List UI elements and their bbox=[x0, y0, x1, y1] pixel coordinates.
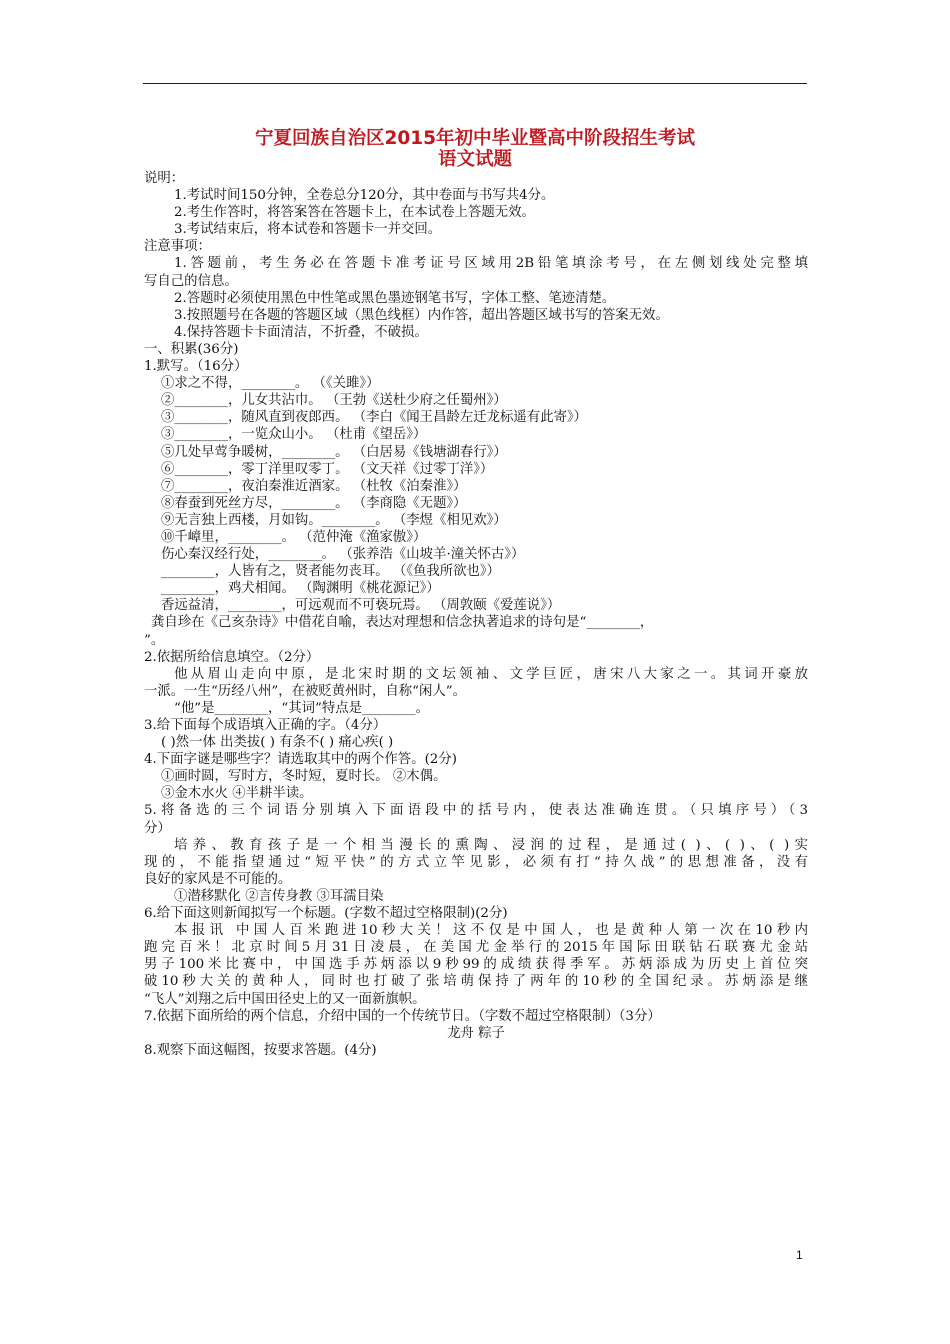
recitation-line: 龚自珍在《己亥杂诗》中借花自喻，表达对理想和信念执著追求的诗句是“________， bbox=[151, 615, 654, 631]
question-heading: 5.将备选的三个词语分别填入下面语段中的括号内，使表达准确连贯。（只填序号）（3 bbox=[144, 803, 808, 819]
passage-line: 现的，不能指望通过“短平快”的方式立竿见影，必须有打“持久战”的思想准备，没有 bbox=[144, 854, 808, 870]
passage-line: 培养、教育孩子是一个相当漫长的熏陶、浸润的过程，是通过( )、( )、( )实 bbox=[174, 837, 808, 853]
section-label-instructions: 说明： bbox=[144, 171, 185, 186]
document-title: 宁夏回族自治区2015年初中毕业暨高中阶段招生考试 bbox=[255, 128, 695, 149]
note-item: 4.保持答题卡卡面清洁，不折叠，不破损。 bbox=[174, 324, 428, 340]
news-line: “飞人”刘翔之后中国田径史上的又一面新旗帜。 bbox=[144, 991, 426, 1007]
part-heading: 一、积累(36分) bbox=[144, 341, 239, 357]
news-line: 破10秒大关的黄种人，同时也打破了张培萌保持了两年的10秒的全国纪录。苏炳添是继 bbox=[144, 974, 808, 990]
idiom-blanks: ( )然一体 出类拔( ) 有条不( ) 痛心疾( ) bbox=[161, 735, 394, 751]
recitation-line: ⑧春蚕到死丝方尽，________。 （李商隐《无题》） bbox=[161, 495, 467, 511]
recitation-line: ①求之不得，________。 （《关雎》） bbox=[161, 376, 380, 392]
recitation-line: ⑩千嶂里，________。 （范仲淹《渔家傲》） bbox=[161, 529, 427, 545]
question-heading-continued: 分） bbox=[144, 820, 171, 836]
question-text: 一派。一生“历经八州”，在被贬黄州时，自称“闲人”。 bbox=[144, 683, 466, 699]
passage-line: 良好的家风是不可能的。 bbox=[144, 871, 292, 887]
instruction-item: 2.考生作答时，将答案答在答题卡上，在本试卷上答题无效。 bbox=[174, 205, 535, 221]
recitation-line: ⑨无言独上西楼，月如钩。________。 （李煜《相见欢》） bbox=[161, 512, 507, 528]
question-heading: 2.依据所给信息填空。（2分） bbox=[144, 649, 320, 665]
options-line: ①潜移默化 ②言传身教 ③耳濡目染 bbox=[174, 888, 384, 904]
riddle-line: ①画时圆，写时方，冬时短，夏时长。 ②木偶。 bbox=[161, 769, 447, 785]
recitation-line-end: ”。 bbox=[144, 632, 165, 648]
question-text: 他从眉山走向中原，是北宋时期的文坛领袖、文学巨匠，唐宋八大家之一。其词开豪放 bbox=[174, 666, 808, 682]
recitation-line: ⑤几处早莺争暖树，________。 （白居易《钱塘湖春行》） bbox=[161, 444, 507, 460]
note-item: 3.按照题号在各题的答题区域（黑色线框）内作答，超出答题区域书写的答案无效。 bbox=[174, 307, 669, 323]
question-heading: 8.观察下面这幅图，按要求答题。(4分) bbox=[144, 1042, 377, 1058]
document-subtitle: 语文试题 bbox=[437, 149, 512, 170]
question-heading: 1.默写。（16分） bbox=[144, 359, 248, 375]
question-heading: 4.下面字谜是哪些字？请选取其中的两个作答。(2分) bbox=[144, 752, 457, 768]
recitation-line: ③________，随风直到夜郎西。 （李白《闻王昌龄左迁龙标遥有此寄》） bbox=[161, 410, 588, 426]
note-item-continued: 写自己的信息。 bbox=[144, 273, 238, 289]
festival-clues: 龙舟 粽子 bbox=[447, 1025, 505, 1041]
header-rule bbox=[143, 83, 807, 84]
news-line: 跑完百米！北京时间5月31日凌晨，在美国尤金举行的2015年国际田联钻石联赛尤金站 bbox=[144, 940, 808, 956]
recitation-line: 伤心秦汉经行处，________。 （张养浩《山坡羊·潼关怀古》） bbox=[161, 547, 525, 563]
news-line: 男子100米比赛中，中国选手苏炳添以9秒99的成绩获得季军。苏炳添成为历史上首位突 bbox=[144, 957, 808, 973]
question-heading: 6.给下面这则新闻拟写一个标题。(字数不超过空格限制)(2分) bbox=[144, 906, 508, 922]
instruction-item: 1.考试时间150分钟，全卷总分120分，其中卷面与书写共4分。 bbox=[174, 188, 555, 204]
question-heading: 7.依据下面所给的两个信息，介绍中国的一个传统节日。（字数不超过空格限制）（3分） bbox=[144, 1008, 661, 1024]
page-number: 1 bbox=[796, 1248, 803, 1262]
recitation-line: ③________，一览众山小。 （杜甫《望岳》） bbox=[161, 427, 427, 443]
note-item: 2.答题时必须使用黑色中性笔或黑色墨迹钢笔书写，字体工整、笔迹清楚。 bbox=[174, 290, 616, 306]
recitation-line: ⑥________，零丁洋里叹零丁。 （文天祥《过零丁洋》） bbox=[161, 461, 494, 477]
note-item: 1.答题前，考生务必在答题卡准考证号区域用2B铅笔填涂考号，在左侧划线处完整填 bbox=[174, 256, 808, 272]
question-heading: 3.给下面每个成语填入正确的字。（4分） bbox=[144, 718, 387, 733]
recitation-line: ________，鸡犬相闻。 （陶渊明《桃花源记》） bbox=[161, 581, 440, 597]
news-line: 本报讯 中国人百米跑进10秒大关！这不仅是中国人，也是黄种人第一次在10秒内 bbox=[174, 923, 808, 939]
answer-blanks: “他”是________，“其词”特点是________。 bbox=[174, 700, 430, 716]
recitation-line: ⑦________，夜泊秦淮近酒家。 （杜牧《泊秦淮》） bbox=[161, 478, 467, 494]
recitation-line: ________，人皆有之，贤者能勿丧耳。 （《鱼我所欲也》） bbox=[161, 564, 501, 580]
recitation-line: 香远益清，________，可远观而不可亵玩焉。 （周敦颐《爱莲说》） bbox=[161, 598, 561, 614]
section-label-notes: 注意事项： bbox=[144, 239, 211, 255]
instruction-item: 3.考试结束后，将本试卷和答题卡一并交回。 bbox=[174, 222, 442, 238]
riddle-line: ③金木水火 ④半耕半读。 bbox=[161, 786, 313, 802]
document-body bbox=[144, 170, 808, 1059]
recitation-line: ②________，儿女共沾巾。 （王勃《送杜少府之任蜀州》） bbox=[161, 393, 507, 409]
